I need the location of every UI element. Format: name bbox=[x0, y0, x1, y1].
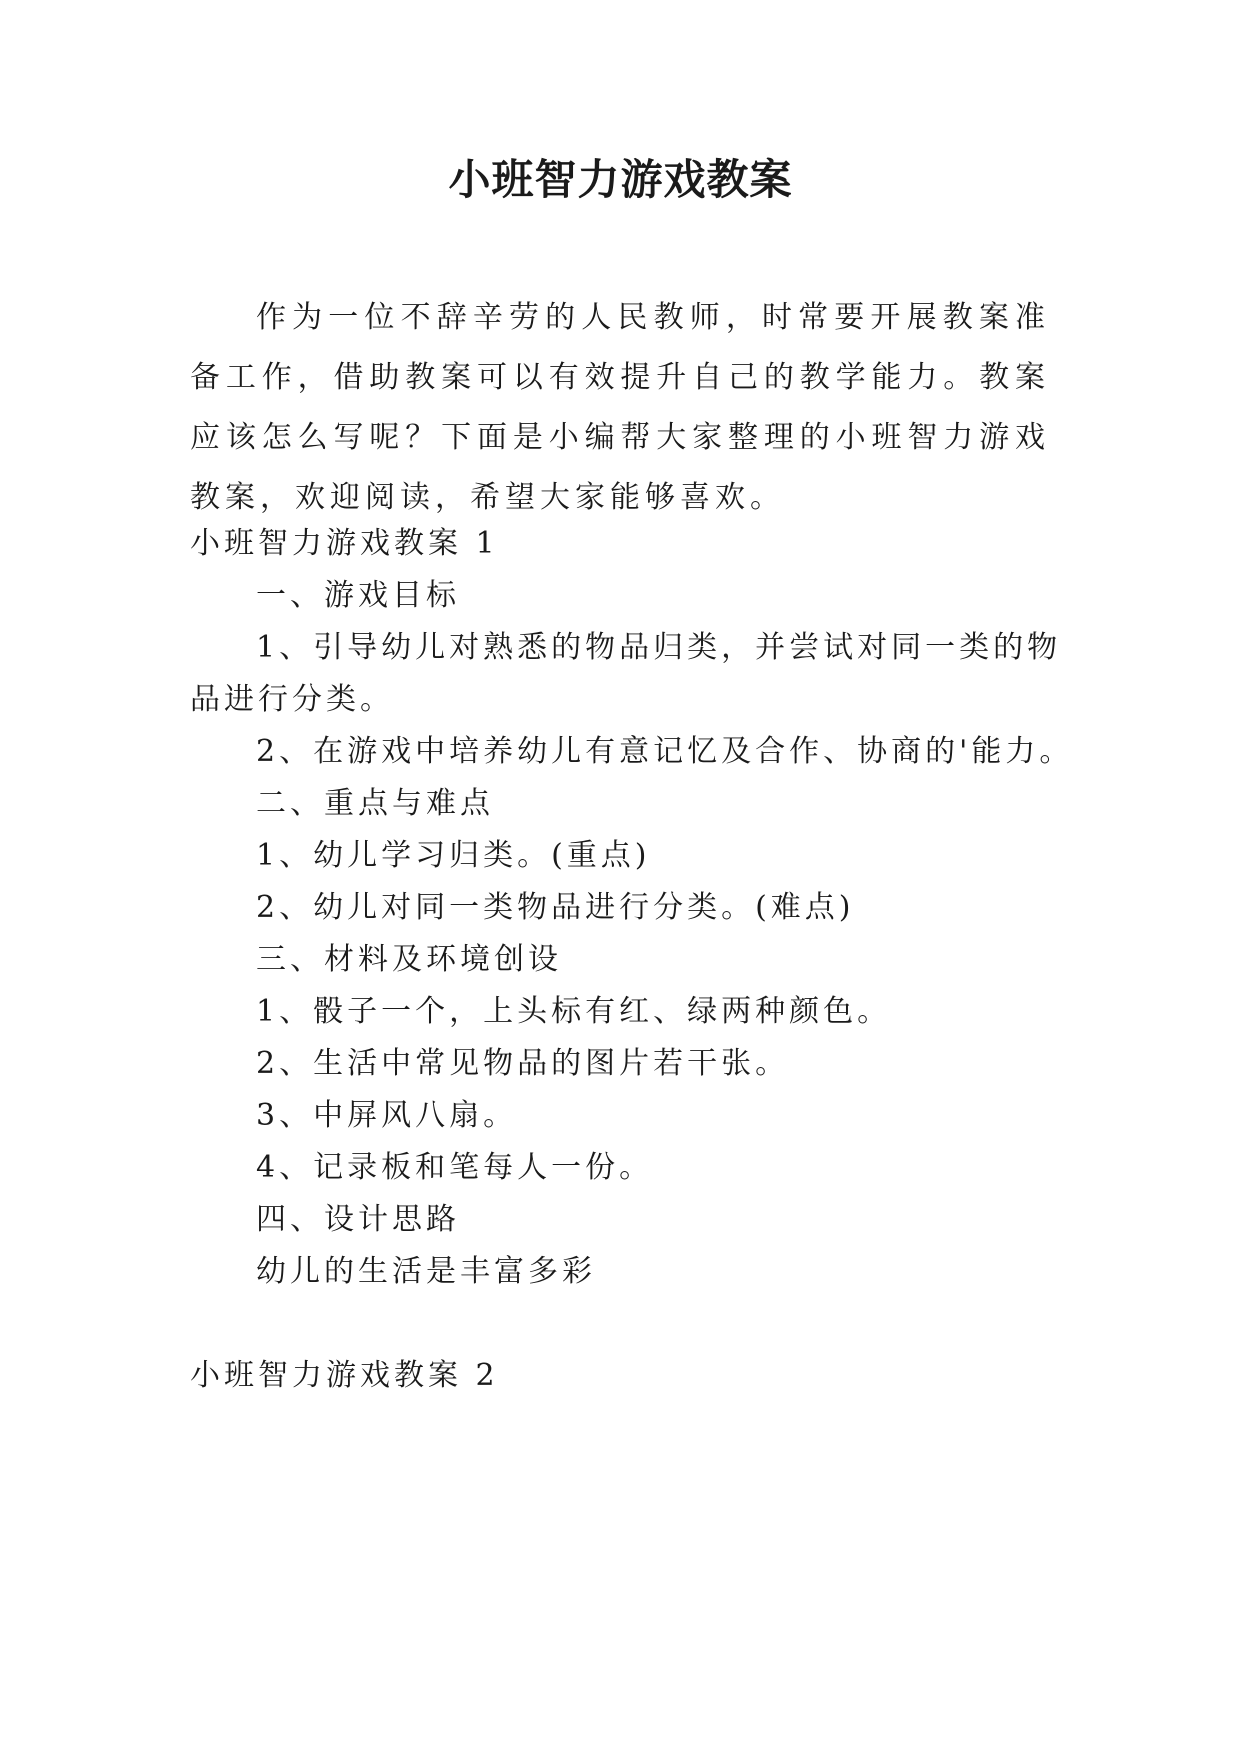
design-heading: 四、设计思路 bbox=[256, 1202, 460, 1237]
design-text: 幼儿的生活是丰富多彩 bbox=[256, 1254, 596, 1289]
intro-paragraph: 作为一位不辞辛劳的人民教师，时常要开展教案准备工作，借助教案可以有效提升自己的教学能力。教案应该怎么写呢？下面是小编帮大家整理的小班智力游戏教案，欢迎阅读，希望大家能够喜欢。 bbox=[190, 300, 1050, 515]
material-heading: 三、材料及环境创设 bbox=[256, 942, 562, 977]
goal-1-line-2: 品进行分类。 bbox=[190, 682, 394, 717]
goal-heading: 一、游戏目标 bbox=[256, 578, 460, 613]
document-title: 小班智力游戏教案 bbox=[448, 155, 793, 204]
key-heading: 二、重点与难点 bbox=[256, 786, 494, 821]
material-2: 2、生活中常见物品的图片若干张。 bbox=[256, 1046, 790, 1081]
section-1-heading: 小班智力游戏教案 1 bbox=[190, 526, 499, 561]
material-4: 4、记录板和笔每人一份。 bbox=[256, 1150, 654, 1185]
goal-1-line-1: 1、引导幼儿对熟悉的物品归类，并尝试对同一类的物 bbox=[256, 630, 1062, 665]
material-3: 3、中屏风八扇。 bbox=[256, 1098, 518, 1133]
key-2: 2、幼儿对同一类物品进行分类。(难点) bbox=[256, 890, 855, 925]
material-1: 1、骰子一个，上头标有红、绿两种颜色。 bbox=[256, 994, 892, 1029]
goal-2: 2、在游戏中培养幼儿有意记忆及合作、协商的'能力。 bbox=[256, 734, 1074, 769]
key-1: 1、幼儿学习归类。(重点) bbox=[256, 838, 651, 873]
section-2-heading: 小班智力游戏教案 2 bbox=[190, 1358, 499, 1393]
